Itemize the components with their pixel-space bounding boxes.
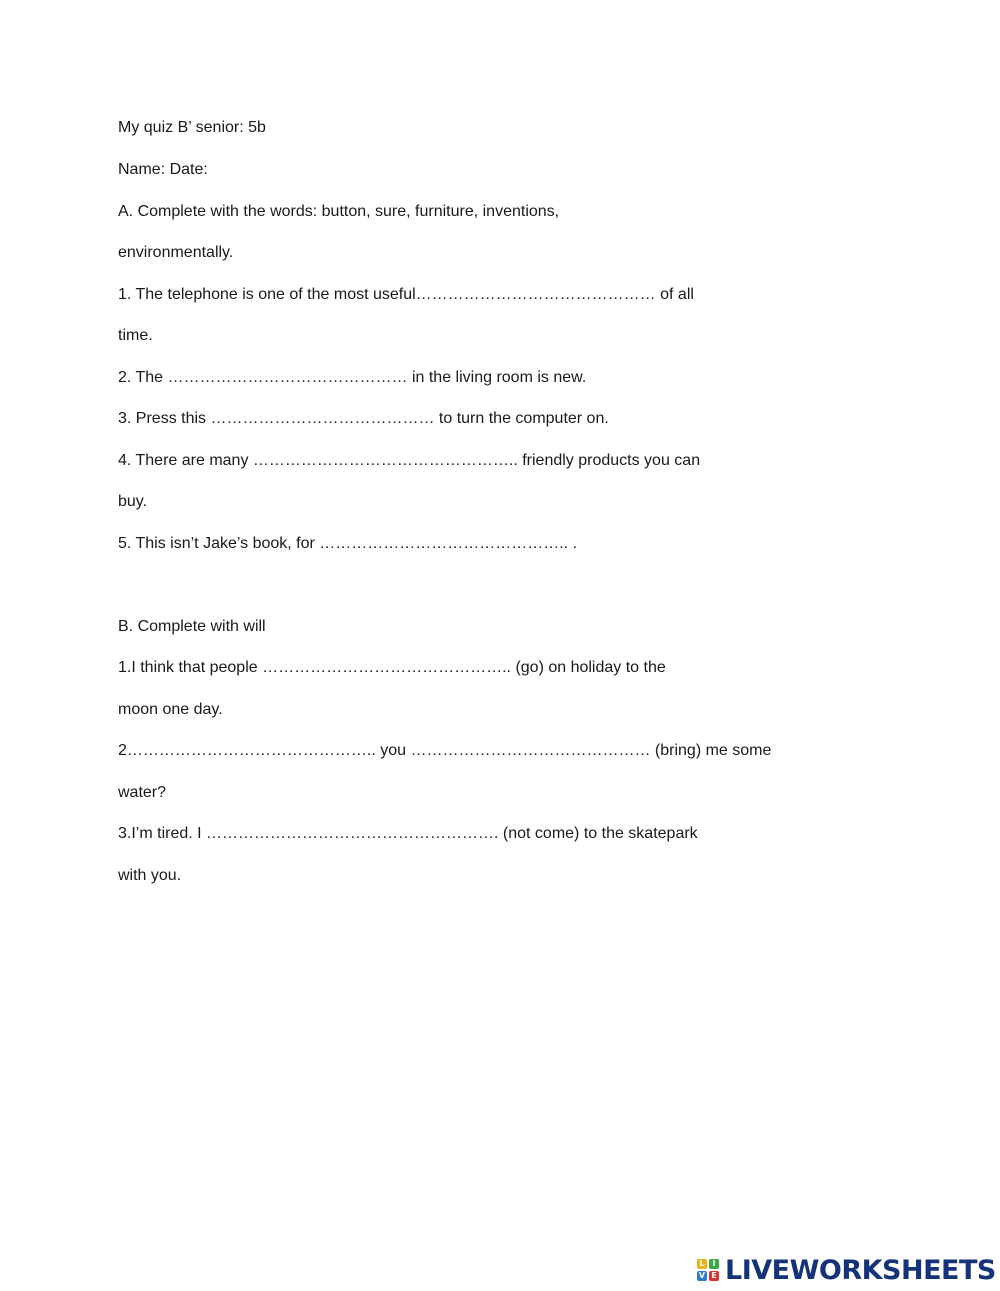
question-b1: 1.I think that people ……………………………………….. (go) on holiday to the <box>118 659 666 676</box>
question-b3-continued: with you. <box>118 867 182 884</box>
name-date-line: Name: Date: <box>118 161 208 178</box>
logo-letter-l: L <box>697 1259 707 1269</box>
question-b1-continued: moon one day. <box>118 701 223 718</box>
question-a2: 2. The ……………………………………… in the living room is new. <box>118 369 587 386</box>
question-b2-continued: water? <box>118 784 167 801</box>
logo-letter-i: I <box>709 1259 719 1269</box>
liveworksheets-logo[interactable] <box>697 1254 996 1286</box>
logo-letter-v: V <box>698 1271 706 1280</box>
logo-letter-e: E <box>709 1271 719 1281</box>
question-a1: 1. The telephone is one of the most useful……………………………………… of all <box>118 286 694 303</box>
quiz-title: My quiz B’ senior: 5b <box>118 119 266 136</box>
section-a-instruction: A. Complete with the words: button, sure, furniture, inventions, <box>118 203 560 220</box>
question-b3: 3.I’m tired. I ………………………………………………. (not come) to the skatepark <box>118 825 698 842</box>
question-a4: 4. There are many ………………………………………….. friendly products you can <box>118 452 701 469</box>
section-b-instruction: B. Complete with will <box>118 618 266 635</box>
question-a4-continued: buy. <box>118 493 148 510</box>
question-a3: 3. Press this …………………………………… to turn the computer on. <box>118 410 609 427</box>
section-a-instruction-continued: environmentally. <box>118 244 234 261</box>
question-a5: 5. This isn’t Jake’s book, for ……………………………………….. . <box>118 535 578 552</box>
question-a1-continued: time. <box>118 327 153 344</box>
question-b2: 2……………………………………….. you ……………………………………… (bring) me some <box>118 742 772 759</box>
logo-wordmark: LIVEWORKSHEETS <box>725 1254 996 1286</box>
liveworksheets-logo-icon <box>697 1259 719 1281</box>
